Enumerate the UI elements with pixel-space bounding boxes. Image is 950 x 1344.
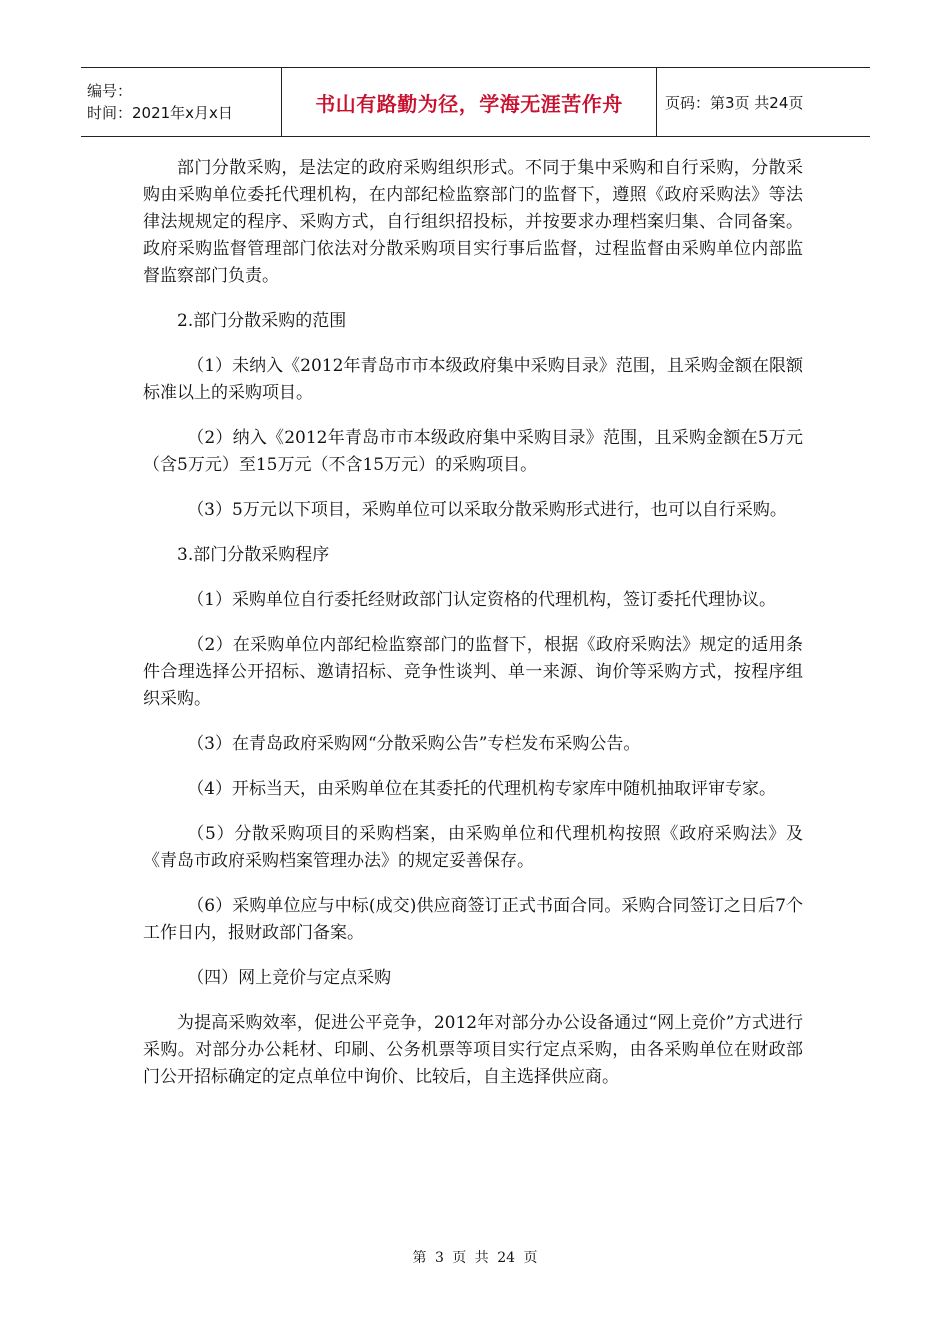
header-motto-cell bbox=[282, 68, 657, 136]
list-item: （2）在采购单位内部纪检监察部门的监督下，根据《政府采购法》规定的适用条件合理选择公开招标、邀请招标、竞争性谈判、单一来源、询价等采购方式，按程序组织采购。 bbox=[143, 635, 803, 709]
list-item: （6）采购单位应与中标(成交)供应商签订正式书面合同。采购合同签订之日后7个工作日内，报财政部门备案。 bbox=[143, 896, 803, 943]
list-item: （5）分散采购项目的采购档案，由采购单位和代理机构按照《政府采购法》及《青岛市政府采购档案管理办法》的规定妥善保存。 bbox=[143, 824, 803, 871]
list-item: （4）开标当天，由采购单位在其委托的代理机构专家库中随机抽取评审专家。 bbox=[187, 779, 777, 799]
header-page-number: 页码：第3页 共24页 bbox=[665, 93, 804, 112]
list-item: （3）在青岛政府采购网“分散采购公告”专栏发布采购公告。 bbox=[187, 734, 641, 754]
list-item: （2）纳入《2012年青岛市市本级政府集中采购目录》范围，且采购金额在5万元（含5万元）至15万元（不含15万元）的采购项目。 bbox=[143, 428, 803, 475]
section-heading-scope: 2.部门分散采购的范围 bbox=[177, 311, 347, 331]
header-meta bbox=[81, 68, 282, 136]
paragraph-intro: 部门分散采购，是法定的政府采购组织形式。不同于集中采购和自行采购，分散采购由采购单位委托代理机构，在内部纪检监察部门的监督下，遵照《政府采购法》等法律法规规定的程序、采购方式，自行组织招投标，并按要求办理档案归集、合同备案。政府采购监督管理部门依法对分散采购项目实行事后监督，过程监督由采购单位内部监督监察部门负责。 bbox=[143, 158, 803, 286]
paragraph-online-bidding: 为提高采购效率，促进公平竞争，2012年对部分办公设备通过“网上竞价”方式进行采购。对部分办公耗材、印刷、公务机票等项目实行定点采购，由各采购单位在财政部门公开招标确定的定点单位中询价、比较后，自主选择供应商。 bbox=[143, 1013, 803, 1087]
document-number-label: 编号： bbox=[87, 82, 133, 100]
list-item: （1）未纳入《2012年青岛市市本级政府集中采购目录》范围，且采购金额在限额标准以上的采购项目。 bbox=[143, 356, 803, 403]
header-page-cell bbox=[657, 68, 870, 136]
list-item: （3）5万元以下项目，采购单位可以采取分散采购形式进行，也可以自行采购。 bbox=[187, 500, 787, 520]
page-footer: 第 3 页 共 24 页 bbox=[412, 1250, 538, 1266]
header-motto: 书山有路勤为径，学海无涯苦作舟 bbox=[315, 91, 623, 116]
document-date-label: 时间：2021年x月x日 bbox=[87, 104, 233, 122]
page-header bbox=[81, 67, 870, 137]
document-body bbox=[143, 155, 803, 1109]
section-heading-procedure: 3.部门分散采购程序 bbox=[177, 545, 330, 565]
section-heading-online-bidding: （四）网上竞价与定点采购 bbox=[187, 968, 392, 988]
list-item: （1）采购单位自行委托经财政部门认定资格的代理机构，签订委托代理协议。 bbox=[187, 590, 777, 610]
